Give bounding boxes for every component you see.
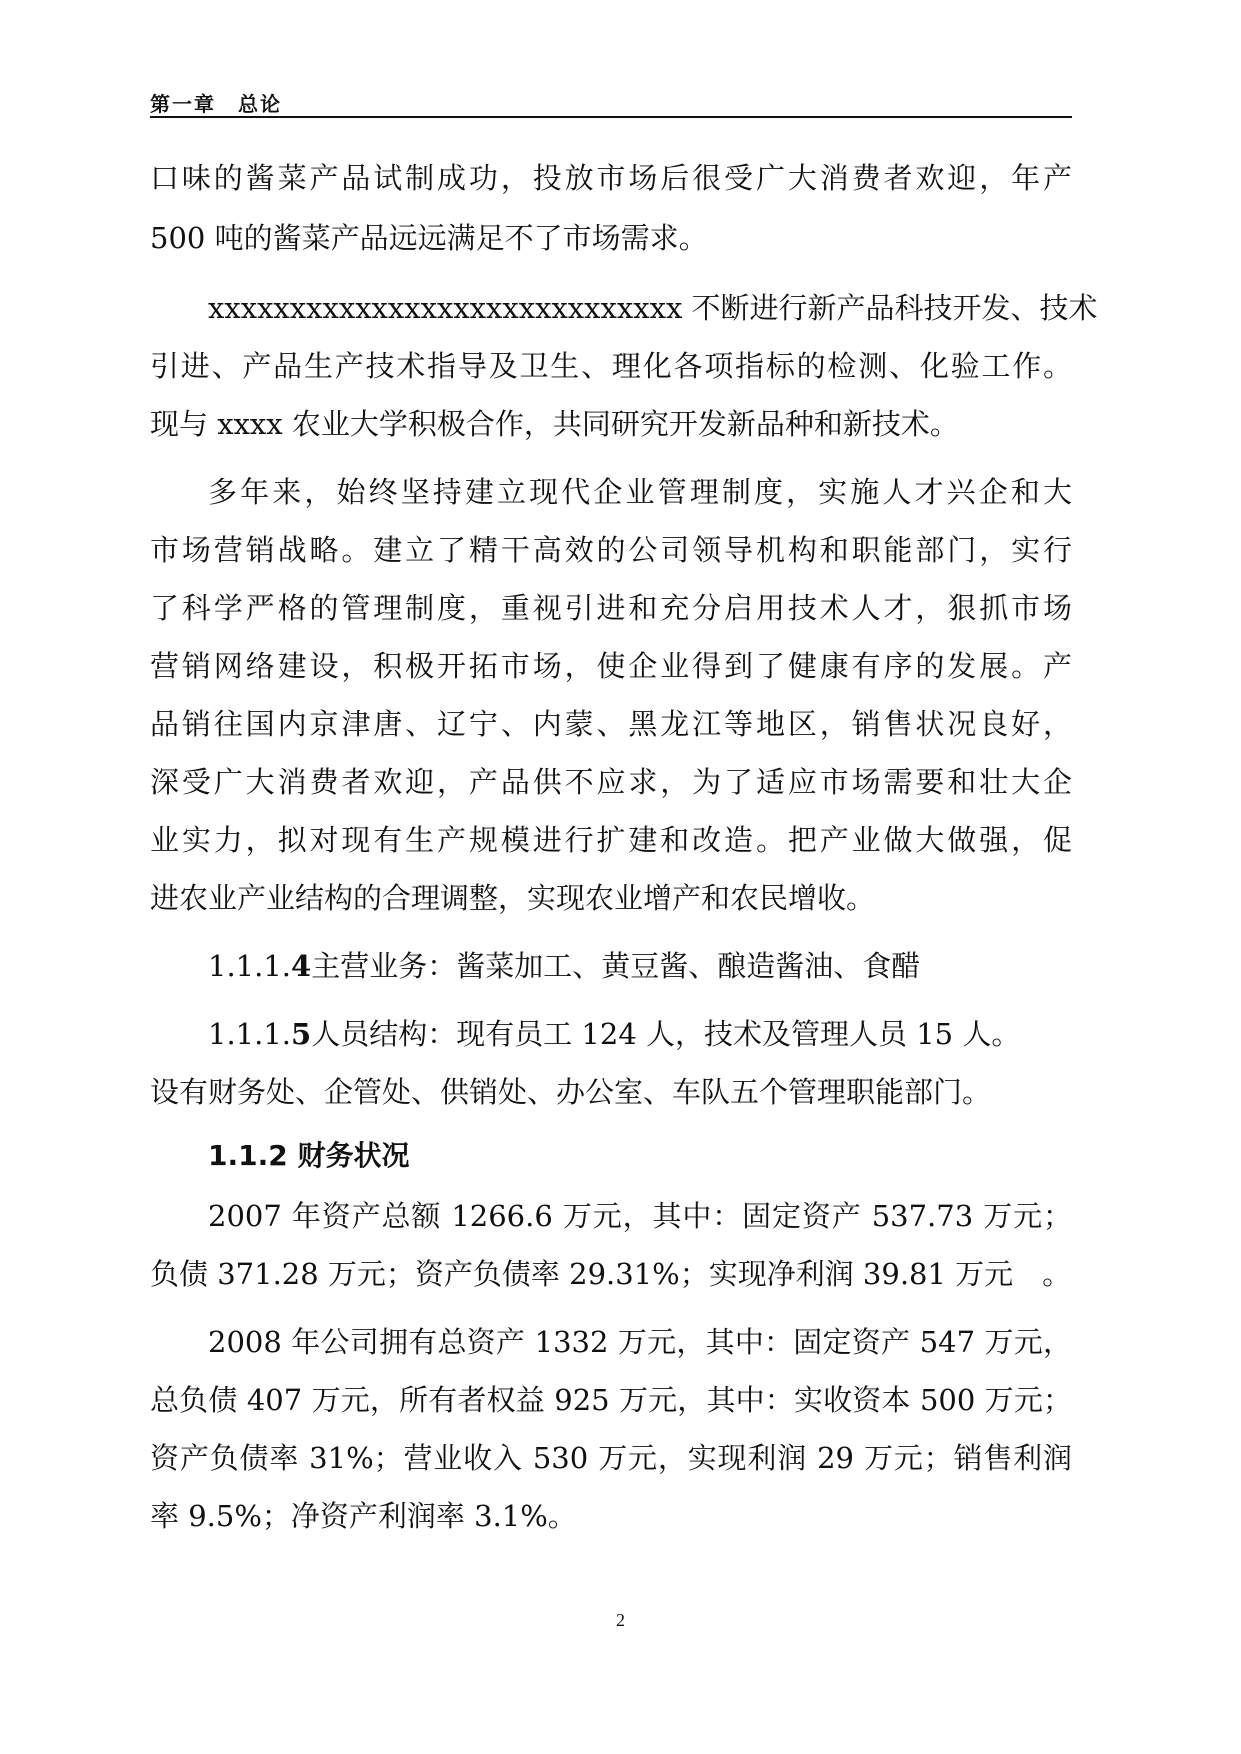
text-line: 2007 年资产总额 1266.6 万元，其中：固定资产 537.73 万元；	[208, 1199, 1072, 1233]
text-line: 多年来，始终坚持建立现代企业管理制度，实施人才兴企和大	[208, 475, 1072, 509]
text-line: xxxxxxxxxxxxxxxxxxxxxxxxxxxxx 不断进行新产品科技开发、技术	[208, 291, 1098, 325]
section-number: 1.1.1.	[208, 949, 292, 983]
text-line: 业实力，拟对现有生产规模进行扩建和改造。把产业做大做强，促	[150, 823, 1072, 857]
section-heading: 1.1.2 财务状况	[208, 1139, 410, 1172]
text-line: 负债 371.28 万元；资产负债率 29.31%；实现净利润 39.81 万元 。	[150, 1257, 1072, 1291]
text-line: 率 9.5%；净资产利润率 3.1%。	[150, 1499, 577, 1533]
staff-structure-line	[150, 1014, 1072, 1054]
text-line: 500 吨的酱菜产品远远满足不了市场需求。	[150, 221, 708, 255]
text-line: 现与 xxxx 农业大学积极合作，共同研究开发新品种和新技术。	[150, 407, 959, 441]
text-line: 口味的酱菜产品试制成功，投放市场后很受广大消费者欢迎，年产	[150, 161, 1072, 195]
main-business-line	[150, 946, 1072, 986]
text-line: 总负债 407 万元，所有者权益 925 万元，其中：实收资本 500 万元；	[150, 1383, 1072, 1417]
section-number-bold: 5	[291, 1017, 312, 1051]
section-number: 1.1.1.	[208, 1017, 292, 1051]
text-line: 进农业产业结构的合理调整，实现农业增产和农民增收。	[150, 881, 876, 915]
page-header	[150, 86, 1072, 118]
text-line: 了科学严格的管理制度，重视引进和充分启用技术人才，狠抓市场	[150, 591, 1072, 625]
text-line: 资产负债率 31%；营业收入 530 万元，实现利润 29 万元；销售利润	[150, 1441, 1072, 1475]
text-line: 营销网络建设，积极开拓市场，使企业得到了健康有序的发展。产	[150, 649, 1072, 683]
section-text: 主营业务：酱菜加工、黄豆酱、酿造酱油、食醋	[311, 949, 921, 983]
page-number: 2	[616, 1610, 625, 1630]
text-line: 深受广大消费者欢迎，产品供不应求，为了适应市场需要和壮大企	[150, 765, 1072, 799]
section-text: 人员结构：现有员工 124 人，技术及管理人员 15 人。	[311, 1017, 1021, 1051]
text-line: 市场营销战略。建立了精干高效的公司领导机构和职能部门，实行	[150, 533, 1072, 567]
chapter-title: 第一章 总论	[150, 92, 282, 116]
text-line: 引进、产品生产技术指导及卫生、理化各项指标的检测、化验工作。	[150, 349, 1072, 383]
section-number-bold: 4	[291, 949, 312, 983]
text-line: 品销往国内京津唐、辽宁、内蒙、黑龙江等地区，销售状况良好，	[150, 707, 1072, 741]
text-line: 设有财务处、企管处、供销处、办公室、车队五个管理职能部门。	[150, 1075, 992, 1109]
text-line: 2008 年公司拥有总资产 1332 万元，其中：固定资产 547 万元，	[208, 1325, 1072, 1359]
